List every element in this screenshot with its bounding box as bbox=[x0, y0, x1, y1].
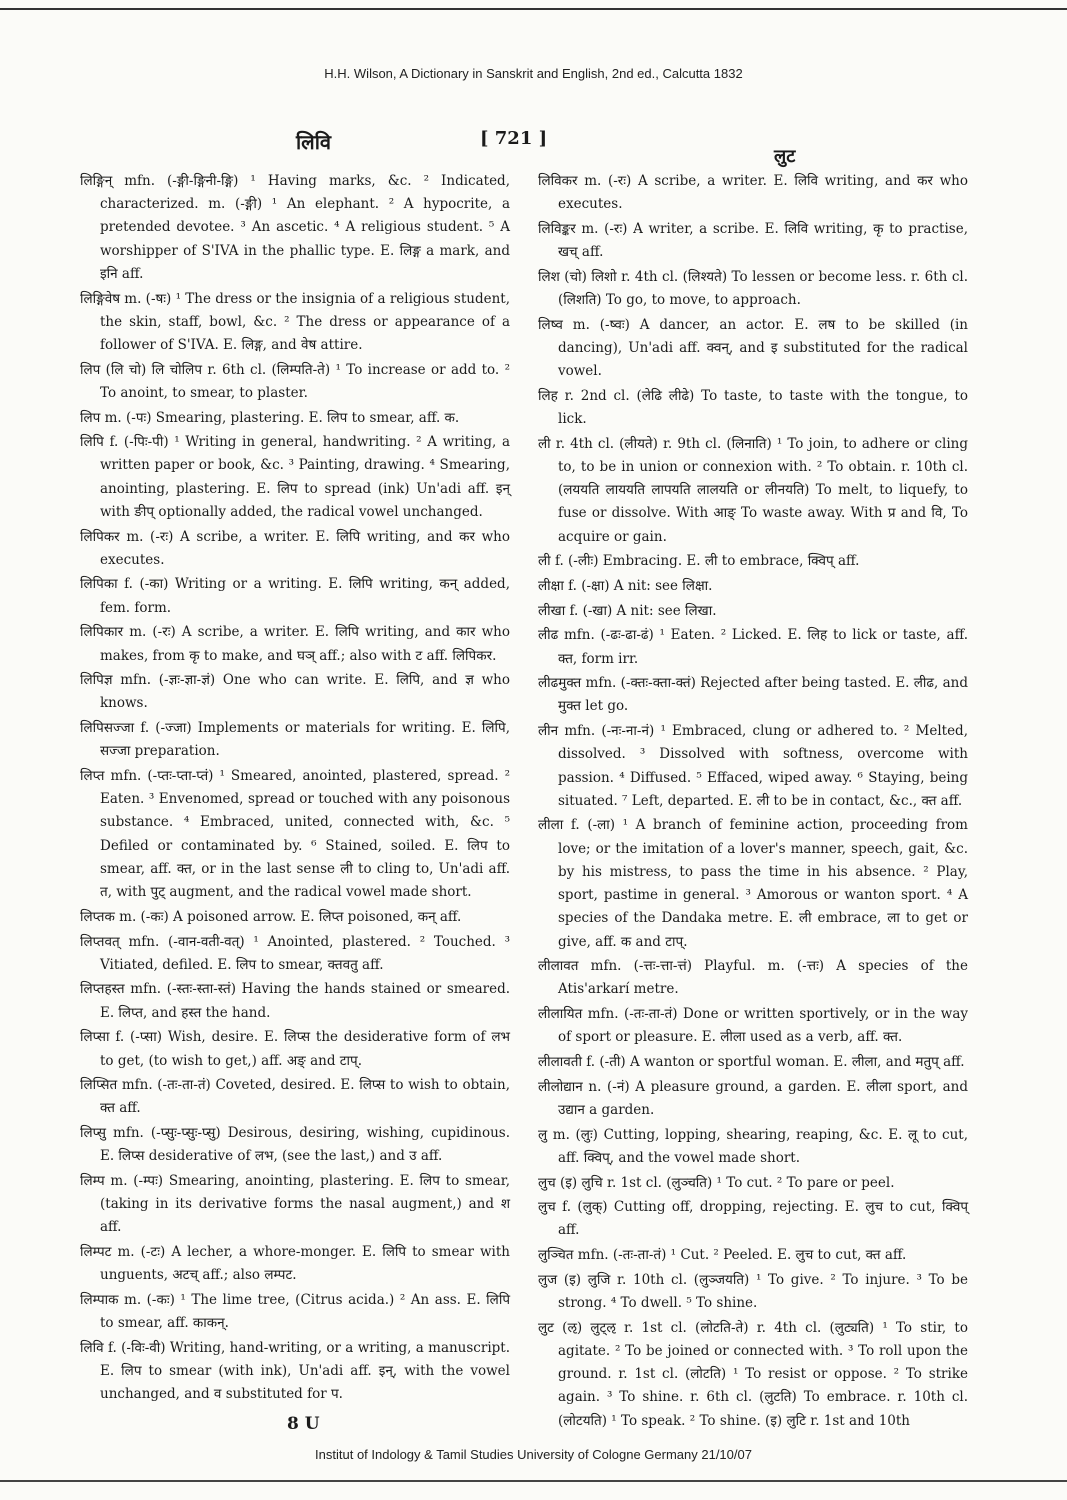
dictionary-entry: ली r. 4th cl. (लीयते) r. 9th cl. (लिनाति) ¹ To join, to adhere or cling to, to be in union or connexion with. ² To obtain. r. 10th cl. (लययति लाययति लापयति लालयति or लीनयति) To melt, to liquefy, to fuse or dissolve. With आङ् To waste away. With प्र and वि, To acquire or gain. bbox=[538, 435, 968, 545]
page-number: [ 721 ] bbox=[480, 128, 548, 149]
dictionary-entry: लिपिकार m. (-रः) A scribe, a writer. E. लिपि writing, and कार who makes, from कृ to make, and घञ् aff.; also with ट aff. लिपिकर. bbox=[80, 624, 510, 664]
bottom-rule bbox=[0, 1480, 1067, 1482]
dictionary-entry: लीलायित mfn. (-तः-ता-तं) Done or written sportively, or in the way of sport or pleasure. E. लीला used as a verb, aff. क्त. bbox=[538, 1006, 968, 1046]
dictionary-entry: लिश (चो) लिशो r. 4th cl. (लिश्यते) To lessen or become less. r. 6th cl. (लिशति) To go, to move, to approach. bbox=[538, 268, 968, 309]
dictionary-entry: लिविङ्कर m. (-रः) A writer, a scribe. E. लिवि writing, कृ to practise, खच् aff. bbox=[538, 220, 968, 261]
dictionary-entry: लिप्सित mfn. (-तः-ता-तं) Coveted, desired. E. लिप्स to wish to obtain, क्त aff. bbox=[80, 1077, 510, 1117]
dictionary-entry: लिपिका f. (-का) Writing or a writing. E. लिपि writing, कन् added, fem. form. bbox=[80, 576, 510, 616]
dictionary-entry: लिपि f. (-पिः-पी) ¹ Writing in general, handwriting. ² A writing, a written paper or book, &c. ³ Painting, drawing. ⁴ Smearing, anointing, plastering. E. लिप to spread (ink) Un'adi aff. इन् with ङीप् optionally added, the radical vowel unchanged. bbox=[80, 434, 510, 520]
dictionary-entry: लिष्व m. (-ष्वः) A dancer, an actor. E. लष to be skilled (in dancing), Un'adi aff. क्वन्, and इ substituted for the radical vowel. bbox=[538, 316, 968, 380]
dictionary-entry: लिङ्गिन् mfn. (-ङ्गी-ङ्गिनी-ङ्गि) ¹ Having marks, &c. ² Indicated, characterized. m. (-ङ्गी) ¹ An elephant. ² A hypocrite, a pretended devotee. ³ An ascetic. ⁴ A religious student. ⁵ A worshipper of S'IVA in the phallic type. E. लिङ्ग a mark, and इनि aff. bbox=[80, 173, 510, 282]
dictionary-entry: लुट (ऌ) लुट्ऌ r. 1st cl. (लोटति-ते) r. 4th cl. (लुट्यति) ¹ To stir, to agitate. ² To be joined or connected with. ³ To roll upon the ground. r. 1st cl. (लोटति) ¹ To resist or oppose. ² To strike again. ³ To shine. r. 6th cl. (लुटति) To embrace. r. 10th cl. (लोटयति) ¹ To speak. ² To shine. (इ) लुटि r. 1st and 10th bbox=[538, 1319, 968, 1429]
dictionary-entry: लीखा f. (-खा) A nit: see लिखा. bbox=[538, 602, 717, 619]
dictionary-entry: लिम्पाक m. (-कः) ¹ The lime tree, (Citrus acida.) ² An ass. E. लिपि to smear, aff. काकन्. bbox=[80, 1292, 510, 1332]
dictionary-entry: लुञ्चित mfn. (-तः-ता-तं) ¹ Cut. ² Peeled. E. लुच to cut, क्त aff. bbox=[538, 1247, 907, 1264]
dictionary-entry: लीक्षा f. (-क्षा) A nit: see लिक्षा. bbox=[538, 577, 713, 594]
dictionary-entry: लिप्तक m. (-कः) A poisoned arrow. E. लिप्त poisoned, कन् aff. bbox=[80, 908, 462, 925]
dictionary-entry: लिप्तवत् mfn. (-वान-वती-वत्) ¹ Anointed, plastered. ² Touched. ³ Vitiated, defiled. E. लिप to smear, क्तवतु aff. bbox=[80, 933, 510, 973]
dictionary-entry: लीन mfn. (-नः-ना-नं) ¹ Embraced, clung or adhered to. ² Melted, dissolved. ³ Dissolved with softness, overcome with passion. ⁴ Diffused. ⁵ Effaced, wiped away. ⁶ Staying, being situated. ⁷ Left, departed. E. ली to be in contact, &c., क्त aff. bbox=[538, 723, 968, 809]
dictionary-entry: लिप्त mfn. (-प्तः-प्ता-प्तं) ¹ Smeared, anointed, plastered, spread. ² Eaten. ³ Envenomed, spread or touched with any poisonous substance. ⁴ Embraced, united, connected with, &c. ⁵ Defiled or contaminated by. ⁶ Stained, soiled. E. लिप to smear, aff. क्त, or in the last sense ली to cling to, Un'adi aff. त, with पुट् augment, and the radical vowel made short. bbox=[80, 768, 510, 901]
dictionary-entry: लिप्तहस्त mfn. (-स्तः-स्ता-स्तं) Having the hands stained or smeared. E. लिप्त, and हस्त the hand. bbox=[80, 981, 510, 1021]
dictionary-entry: लिम्पट m. (-टः) A lecher, a whore-monger. E. लिपि to smear with unguents, अटच् aff.; also लम्पट. bbox=[80, 1244, 510, 1284]
dictionary-entry: लीलावत mfn. (-त्तः-त्ता-त्तं) Playful. m. (-त्तः) A species of the Atis'arkarí metre. bbox=[538, 958, 968, 998]
dictionary-entry: लुच f. (लुक्) Cutting off, dropping, rejecting. E. लुच to cut, क्विप् aff. bbox=[538, 1199, 968, 1239]
dictionary-entry: लिप्सु mfn. (-प्सुः-प्सुः-प्सु) Desirous, desiring, wishing, cupidinous. E. लिप्स desiderative of लभ, (see the last,) and उ aff. bbox=[80, 1125, 510, 1165]
footer-citation: Institut of Indology & Tamil Studies University of Cologne Germany 21/10/07 bbox=[315, 1447, 752, 1462]
source-citation: H.H. Wilson, A Dictionary in Sanskrit and English, 2nd ed., Calcutta 1832 bbox=[324, 66, 743, 81]
dictionary-entry: लीला f. (-ला) ¹ A branch of feminine action, proceeding from love; or the imitation of a lover's manner, speech, gait, &c. by his mistress, to pass the time in his absence. ² Play, sport, pastime in general. ³ Amorous or wanton sport. ⁴ A species of the Dandaka metre. E. ली embrace, ला to get or give, aff. क and टाप्. bbox=[538, 817, 968, 950]
dictionary-entry: लिविकर m. (-रः) A scribe, a writer. E. लिवि writing, and कर who executes. bbox=[538, 173, 968, 213]
signature-mark: 8 U bbox=[287, 1414, 320, 1434]
dictionary-entry: लीलोद्यान n. (-नं) A pleasure ground, a garden. E. लीला sport, and उद्यान a garden. bbox=[538, 1078, 968, 1118]
dictionary-entry: लिप्सा f. (-प्सा) Wish, desire. E. लिप्स the desiderative form of लभ to get, (to wish to get,) aff. अङ् and टाप्. bbox=[80, 1029, 510, 1069]
dictionary-entry: ली f. (-लीः) Embracing. E. ली to embrace, क्विप् aff. bbox=[538, 553, 860, 570]
running-head-right: लुट bbox=[774, 146, 796, 167]
dictionary-entry: लीढ mfn. (-ढः-ढा-ढं) ¹ Eaten. ² Licked. E. लिह to lick or taste, aff. क्त, form irr. bbox=[538, 627, 968, 667]
dictionary-entry: लिवि f. (-विः-वी) Writing, hand-writing, or a writing, a manuscript. E. लिप to smear (with ink), Un'adi aff. इन्, with the vowel unchanged, and व substituted for प. bbox=[80, 1339, 510, 1403]
dictionary-entry: लिह r. 2nd cl. (लेढि लीढे) To taste, to taste with the tongue, to lick. bbox=[538, 387, 968, 428]
dictionary-entry: लिङ्गिवेष m. (-षः) ¹ The dress or the insignia of a religious student, the skin, staff, bowl, &c. ² The dress or appearance of a follower of S'IVA. E. लिङ्ग, and वेष attire. bbox=[80, 290, 510, 353]
dictionary-entry: लीढमुक्त mfn. (-क्तः-क्ता-क्तं) Rejected after being tasted. E. लीढ, and मुक्त let go. bbox=[538, 675, 968, 715]
dictionary-entry: लिप (लि चो) लि चोलिप r. 6th cl. (लिम्पति-ते) ¹ To increase or add to. ² To anoint, to smear, to plaster. bbox=[80, 361, 510, 401]
top-rule bbox=[0, 8, 1067, 10]
dictionary-entry: लुच (इ) लुचि r. 1st cl. (लुञ्चति) ¹ To cut. ² To pare or peel. bbox=[538, 1174, 895, 1191]
dictionary-entry: लिम्प m. (-म्पः) Smearing, anointing, plastering. E. लिप to smear, (taking in its derivative forms the nasal augment,) and श aff. bbox=[80, 1173, 510, 1236]
dictionary-entry: लिपिज्ञ mfn. (-ज्ञः-ज्ञा-ज्ञं) One who can write. E. लिपि, and ज्ञ who knows. bbox=[80, 672, 510, 712]
dictionary-entry: लु m. (लुः) Cutting, lopping, shearing, reaping, &c. E. लू to cut, aff. क्विप्, and the vowel made short. bbox=[538, 1126, 968, 1166]
dictionary-entry: लुज (इ) लुजि r. 10th cl. (लुञ्जयति) ¹ To give. ² To injure. ³ To be strong. ⁴ To dwell. ⁵ To shine. bbox=[538, 1271, 968, 1312]
running-head-left: लिवि bbox=[296, 130, 332, 154]
dictionary-entry: लिपिसज्जा f. (-ज्जा) Implements or materials for writing. E. लिपि, सज्जा preparation. bbox=[80, 720, 510, 760]
right-column bbox=[538, 170, 968, 1434]
dictionary-entry: लीलावती f. (-ती) A wanton or sportful woman. E. लीला, and मतुप् aff. bbox=[538, 1054, 965, 1071]
dictionary-entry: लिपिकर m. (-रः) A scribe, a writer. E. लिपि writing, and कर who executes. bbox=[80, 528, 510, 568]
left-column bbox=[80, 170, 510, 1408]
dictionary-entry: लिप m. (-पः) Smearing, plastering. E. लिप to smear, aff. क. bbox=[80, 409, 460, 426]
